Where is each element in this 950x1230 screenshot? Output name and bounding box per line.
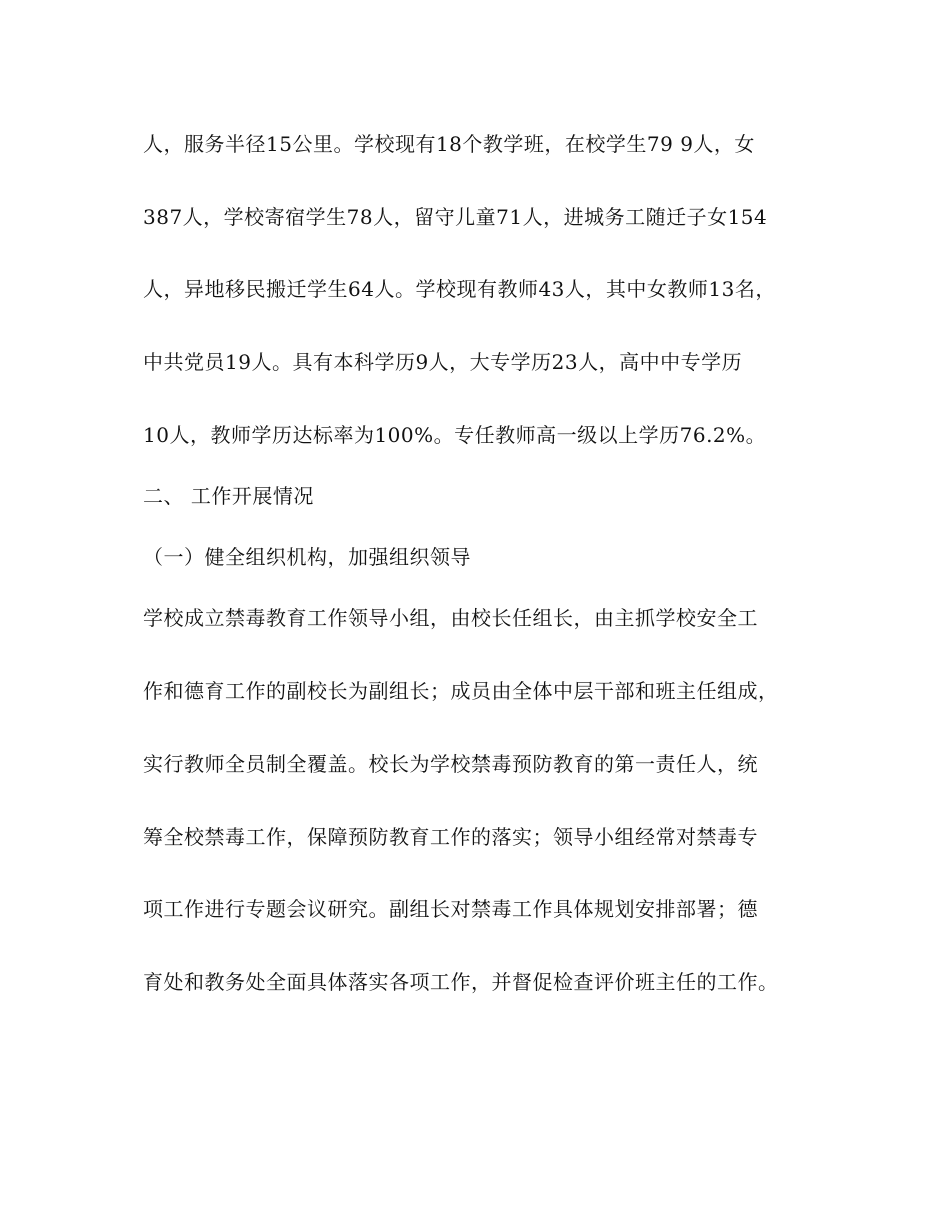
paragraph-line-2: 387人，学校寄宿学生78人，留守儿童71人，进城务工随迁子女154 — [143, 205, 768, 229]
paragraph-line-10: 项工作进行专题会议研究。副组长对禁毒工作具体规划安排部署；德 — [143, 897, 758, 921]
paragraph-line-4: 中共党员19人。具有本科学历9人，大专学历23人，高中中专学历 — [143, 350, 743, 374]
paragraph-line-5: 10人，教师学历达标率为100%。专任教师高一级以上学历76.2%。 — [143, 423, 767, 447]
paragraph-line-1: 人，服务半径15公里。学校现有18个教学班，在校学生79 9人，女 — [143, 132, 755, 156]
paragraph-line-11: 育处和教务处全面具体落实各项工作，并督促检查评价班主任的工作。 — [143, 970, 779, 994]
subsection-heading: （一）健全组织机构，加强组织领导 — [143, 545, 471, 569]
paragraph-line-7: 作和德育工作的副校长为副组长；成员由全体中层干部和班主任组成， — [143, 679, 779, 703]
section-heading: 二、 工作开展情况 — [143, 484, 314, 508]
paragraph-line-9: 筹全校禁毒工作，保障预防教育工作的落实；领导小组经常对禁毒专 — [143, 825, 758, 849]
paragraph-line-6: 学校成立禁毒教育工作领导小组，由校长任组长，由主抓学校安全工 — [143, 606, 758, 630]
paragraph-line-3: 人，异地移民搬迁学生64人。学校现有教师43人，其中女教师13名， — [143, 277, 776, 301]
paragraph-line-8: 实行教师全员制全覆盖。校长为学校禁毒预防教育的第一责任人，统 — [143, 752, 758, 776]
